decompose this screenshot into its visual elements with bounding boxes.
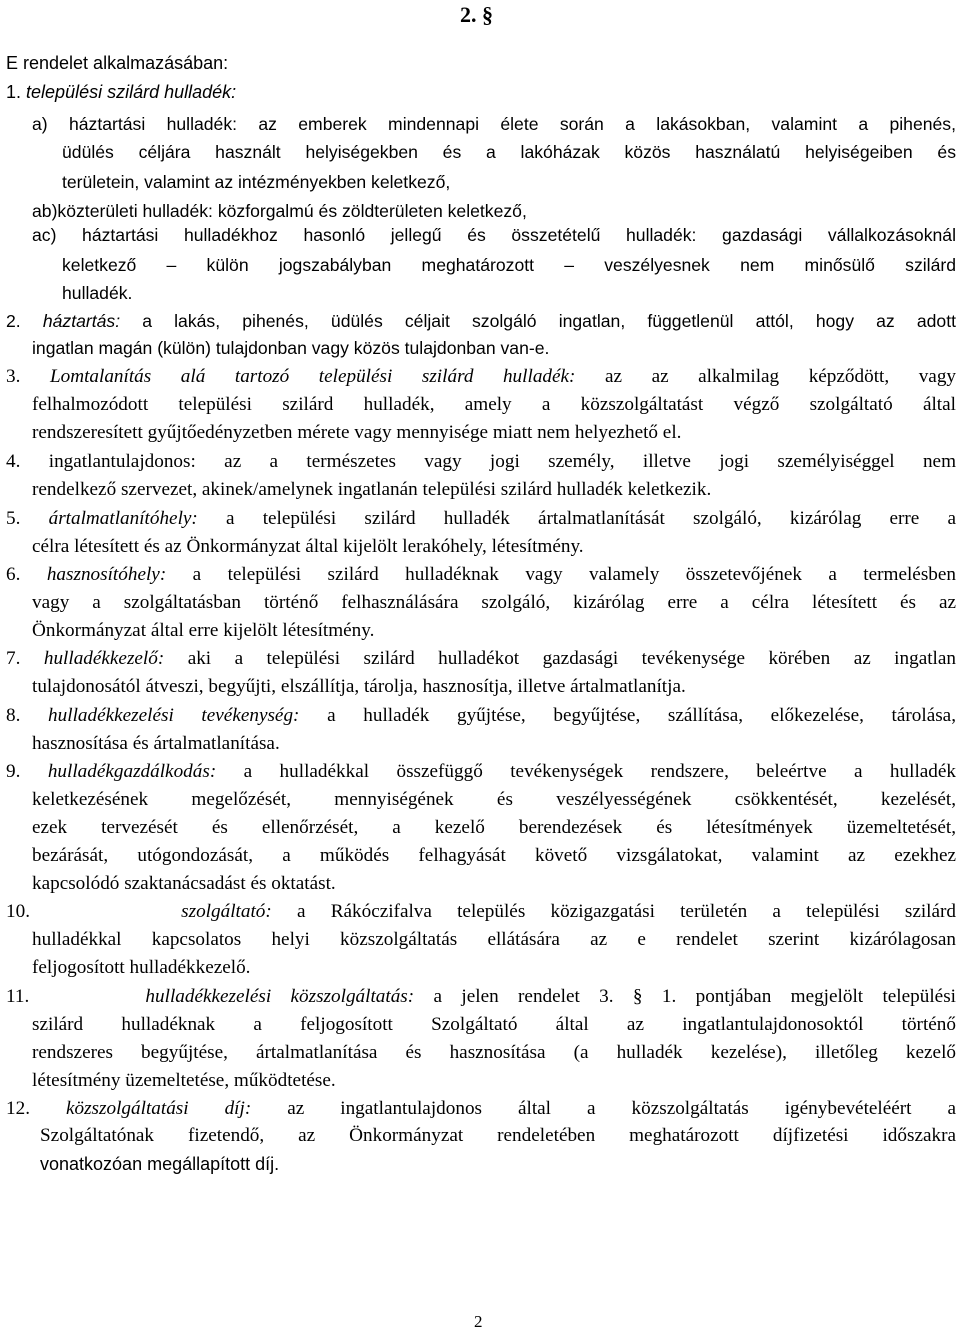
- definition-8-term: hulladékkezelési tevékenység:: [48, 705, 300, 726]
- definition-5-line2: célra létesített és az Önkormányzat által kijelölt lerakóhely, létesítmény.: [32, 536, 584, 557]
- definition-5-line1: 5. ártalmatlanítóhely: a települési szilárd hulladék ártalmatlanítását szolgáló, kizárólag erre a: [6, 508, 957, 529]
- definition-3-line2: felhalmozódott települési szilárd hulladék, amely a közszolgáltatást végző szolgáltató által: [32, 394, 956, 415]
- definition-11-line3: rendszeres begyűjtése, ártalmatlanítása és hasznosítása (a hulladék kezelése), illetőleg kezelő: [32, 1042, 956, 1063]
- definition-11-line2: szilárd hulladéknak a feljogosított Szolgáltató által az ingatlantulajdonosoktól történő: [32, 1014, 956, 1035]
- definition-1a-line1: a) háztartási hulladék: az emberek mindennapi élete során a lakásokban, valamint a pihenés,: [32, 114, 956, 134]
- definition-11-line1: 11. hulladékkezelési közszolgáltatás: a jelen rendelet 3. § 1. pontjában megjelölt települési: [6, 986, 956, 1007]
- definition-6-line3: Önkormányzat által erre kijelölt létesítmény.: [32, 620, 375, 641]
- definition-9-line2: keletkezésének megelőzését, mennyiségének és veszélyességének csökkentését, kezelését,: [32, 789, 956, 810]
- definition-1ac-line3: hulladék.: [62, 283, 133, 303]
- definition-4-line1: 4. ingatlantulajdonos: az a természetes vagy jogi személy, illetve jogi személyiséggel nem: [6, 451, 956, 472]
- section-heading: 2. §: [460, 2, 493, 27]
- definition-1-number: 1.: [6, 82, 22, 102]
- definition-1a-line3: területein, valamint az intézményekben keletkező,: [62, 172, 451, 192]
- definition-3-line1: 3. Lomtalanítás alá tartozó települési szilárd hulladék: az az alkalmilag képződött, vagy: [6, 366, 957, 387]
- definition-6-line2: vagy a szolgáltatásban történő felhasználására szolgáló, kizárólag erre a célra létesített és az: [32, 592, 956, 613]
- definition-9-line1: 9. hulladékgazdálkodás: a hulladékkal összefüggő tevékenységek rendszere, beleértve a hulladék: [6, 761, 957, 782]
- definition-10-line1: 10. szolgáltató: a Rákóczifalva település közigazgatási területén a települési szilárd: [6, 901, 956, 922]
- definition-6-line1: 6. hasznosítóhely: a települési szilárd hulladéknak vagy valamely összetevőjének a termelésben: [6, 564, 956, 585]
- definition-9-term: hulladékgazdálkodás:: [47, 761, 217, 782]
- definition-9-line4: bezárását, utógondozását, a működés felhagyását követő vizsgálatokat, valamint az ezekhez: [32, 845, 956, 866]
- definition-7-line1: 7. hulladékkezelő: aki a települési szilárd hulladékot gazdasági tevékenysége körében az ingatlan: [6, 648, 956, 669]
- definition-12-line3: vonatkozóan megállapított díj.: [40, 1154, 280, 1174]
- definition-10-term: szolgáltató:: [181, 901, 272, 922]
- definition-3-term: Lomtalanítás alá tartozó települési szilárd hulladék:: [49, 366, 576, 387]
- definition-7-term: hulladékkezelő:: [43, 648, 165, 669]
- definition-12-line2: Szolgáltatónak fizetendő, az Önkormányzat rendeletében meghatározott díjfizetési időszakra: [40, 1125, 956, 1146]
- definition-10-line2: hulladékkal kapcsolatos helyi közszolgáltatás ellátására az e rendelet szerint kizárólagosan: [32, 929, 956, 950]
- definition-4-line2: rendelkező szervezet, akinek/amelynek ingatlanán települési szilárd hulladék keletkezik.: [32, 479, 712, 500]
- definition-1a-line2: üdülés céljára használt helyiségekben és a lakóházak közös használatú helyiségeiben és: [62, 142, 956, 162]
- definition-1ac-line2: keletkező – külön jogszabályban meghatározott – veszélyesnek nem minősülő szilárd: [62, 255, 956, 275]
- definition-11-line4: létesítmény üzemeltetése, működtetése.: [32, 1070, 336, 1091]
- definition-6-term: hasznosítóhely:: [46, 564, 167, 585]
- definition-3-line3: rendszeresített gyűjtőedényzetben mérete vagy mennyisége miatt nem helyezhető el.: [32, 422, 682, 443]
- definition-1ab: ab)közterületi hulladék: közforgalmú és zöldterületen keletkező,: [32, 201, 527, 221]
- definition-9-line5: kapcsolódó szaktanácsadást és oktatást.: [32, 873, 336, 894]
- definition-2-line1: 2. háztartás: a lakás, pihenés, üdülés céljait szolgáló ingatlan, függetlenül attól, hogy az adott: [6, 311, 956, 331]
- definition-1-heading: [6, 80, 236, 104]
- definition-10-line3: feljogosított hulladékkezelő.: [32, 957, 251, 978]
- definition-2-line2: ingatlan magán (külön) tulajdonban vagy közös tulajdonban van-e.: [32, 338, 550, 358]
- page-number: 2: [474, 1312, 483, 1331]
- definition-12-line1: 12. közszolgáltatási díj: az ingatlantulajdonos által a közszolgáltatás igénybevételéért a: [6, 1098, 957, 1119]
- definition-9-line3: ezek tervezését és ellenőrzését, a kezelő berendezések és létesítmények üzemeltetését,: [32, 817, 956, 838]
- definition-2-term: háztartás:: [42, 311, 121, 331]
- definition-5-term: ártalmatlanítóhely:: [48, 508, 198, 529]
- definition-8-line2: hasznosítása és ártalmatlanítása.: [32, 733, 280, 754]
- definition-11-term: hulladékkezelési közszolgáltatás:: [145, 986, 415, 1007]
- definition-1ac-line1: ac) háztartási hulladékhoz hasonló jellegű és összetételű hulladék: gazdasági vállalkozásoknál: [32, 225, 956, 245]
- definition-7-line2: tulajdonosától átveszi, begyűjti, elszállítja, tárolja, hasznosítja, illetve ártalmatlanítja.: [32, 676, 686, 697]
- definition-12-term: közszolgáltatási díj:: [65, 1098, 252, 1119]
- intro-text: E rendelet alkalmazásában:: [6, 53, 229, 73]
- definition-1-term: települési szilárd hulladék:: [26, 82, 237, 102]
- definition-8-line1: 8. hulladékkezelési tevékenység: a hulladék gyűjtése, begyűjtése, szállítása, előkezelése, tárolása,: [6, 705, 956, 726]
